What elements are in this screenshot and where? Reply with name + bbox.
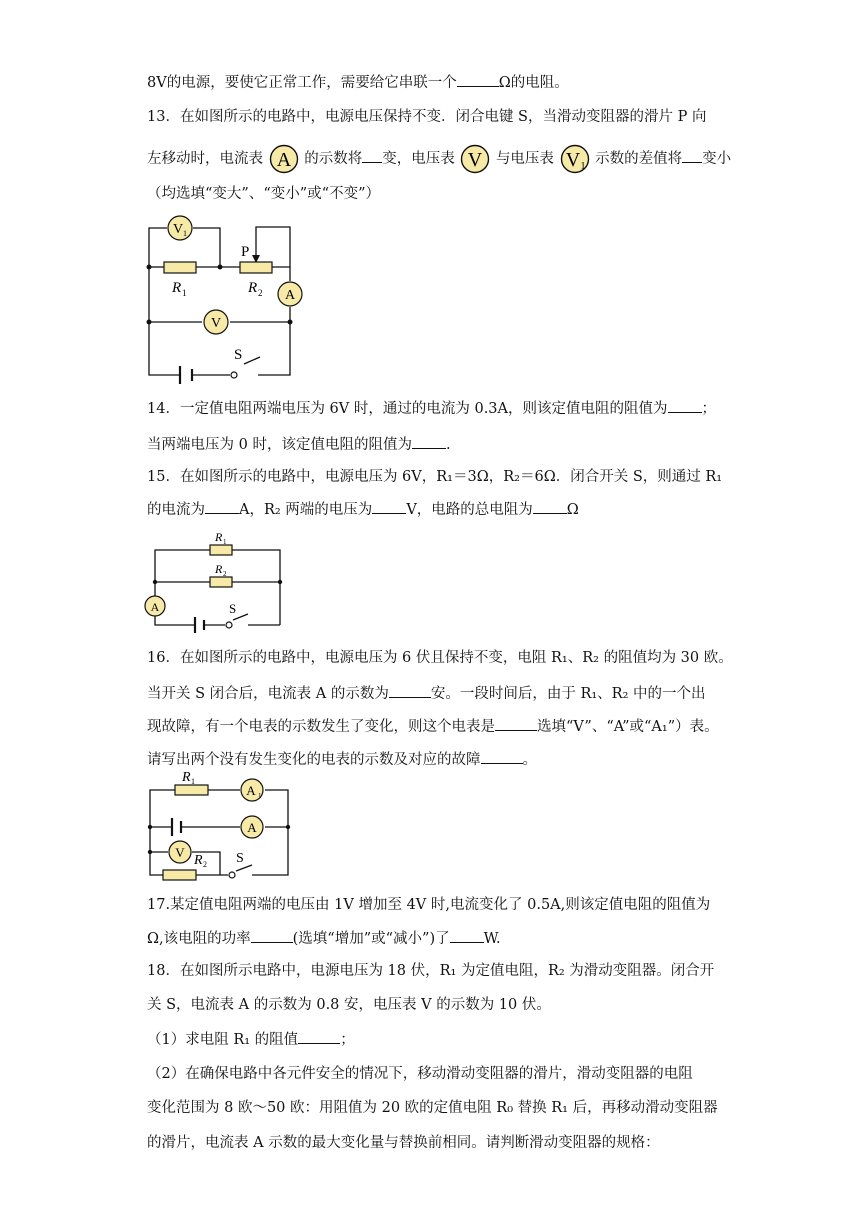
q18-line-4: （2）在确保电路中各元件安全的情况下，移动滑动变阻器的滑片，滑动变阻器的电阻	[147, 1066, 693, 1082]
q13-line-2	[147, 144, 731, 174]
q14-answer-blank-2[interactable]	[412, 434, 446, 449]
q14-text-2-end: .	[445, 437, 451, 453]
q16-text-e: 请写出两个没有发生变化的电表的示数及对应的故障	[147, 752, 481, 768]
voltmeter-v1-icon	[559, 144, 591, 174]
q17-line-1: 17.某定值电阻两端的电压由 1V 增加至 4V 时,电流变化了 0.5A,则该定值电阻的阻值为	[147, 897, 711, 913]
q13-text-a: 左移动时，电流表	[147, 151, 263, 167]
q15-answer-blank-1[interactable]	[205, 499, 239, 514]
voltmeter-v1-sub: 1	[580, 161, 586, 172]
svg-text:R: R	[215, 530, 223, 544]
q13-text-e: 示数的差值将	[595, 151, 683, 167]
q18-answer-blank-1[interactable]	[298, 1029, 340, 1044]
svg-text:2: 2	[203, 860, 207, 869]
q16-line-1: 16．在如图所示的电路中，电源电压为 6 伏且保持不变，电阻 R₁、R₂ 的阻值均为 30 欧。	[147, 650, 733, 666]
q17-text-c: W.	[483, 931, 501, 947]
svg-text:S: S	[229, 601, 237, 616]
q14-line-2	[147, 434, 451, 455]
q12-line	[147, 72, 569, 93]
resistor-r1	[210, 545, 232, 555]
q17-answer-blank-2[interactable]	[450, 928, 484, 943]
q16-answer-blank-3[interactable]	[481, 749, 523, 764]
q12-tail: Ω的电阻。	[498, 75, 569, 91]
q13-text-d: 与电压表	[495, 151, 554, 167]
q16-text-c: 现故障，有一个电表的示数发生了变化，则这个电表是	[147, 719, 495, 735]
svg-text:V: V	[172, 222, 184, 237]
resistor-r1	[175, 785, 208, 795]
svg-text:R: R	[248, 280, 258, 296]
q16-text-b: 安。一段时间后，由于 R₁、R₂ 中的一个出	[430, 686, 706, 702]
resistor-r2	[240, 262, 272, 273]
q18-line-2: 关 S，电流表 A 的示数为 0.8 安，电压表 V 的示数为 10 伏。	[147, 997, 551, 1013]
q14-text-1: 14．一定值电阻两端电压为 6V 时，通过的电流为 0.3A，则该定值电阻的阻值为	[147, 401, 668, 417]
q13-circuit-diagram	[140, 212, 305, 384]
q12-answer-blank[interactable]	[457, 72, 499, 87]
ammeter-icon	[268, 144, 300, 174]
q15-text-d: Ω	[566, 502, 579, 518]
q13-text-b: 的示数将	[304, 151, 363, 167]
svg-text:A: A	[284, 288, 296, 303]
q18-text-b: ；	[340, 1032, 355, 1048]
q16-text-a: 当开关 S 闭合后，电流表 A 的示数为	[147, 686, 389, 702]
q16-answer-blank-1[interactable]	[389, 683, 431, 698]
q15-text-b: A，R₂ 两端的电压为	[239, 502, 373, 518]
svg-text:1: 1	[183, 229, 187, 238]
resistor-r1	[164, 262, 196, 273]
svg-text:R: R	[182, 772, 191, 785]
svg-text:V: V	[175, 845, 185, 860]
svg-text:1: 1	[182, 288, 187, 298]
svg-text:2: 2	[223, 570, 227, 578]
resistor-r2	[163, 870, 196, 880]
svg-text:R: R	[215, 562, 223, 576]
q15-answer-blank-2[interactable]	[372, 499, 406, 514]
q15-line-2	[147, 499, 579, 520]
svg-text:S: S	[234, 347, 243, 363]
q18-line-1: 18．在如图所示电路中，电源电压为 18 伏，R₁ 为定值电阻，R₂ 为滑动变阻器。闭合开	[147, 963, 715, 979]
q18-line-6: 的滑片，电流表 A 示数的最大变化量与替换前相同。请判断滑动变阻器的规格：	[147, 1135, 660, 1151]
voltmeter-icon	[459, 144, 491, 174]
q13-answer-blank-2[interactable]	[682, 148, 702, 163]
q15-text-a: 的电流为	[147, 502, 205, 518]
q17-text-a: Ω,该电阻的功率	[147, 931, 251, 947]
svg-text:R: R	[194, 853, 203, 868]
voltmeter-label: V	[468, 149, 483, 171]
q16-line-2	[147, 683, 706, 704]
q13-line-3: （均选填“变大”、“变小”或“不变”）	[147, 186, 380, 202]
q16-line-4	[147, 749, 537, 770]
q13-line-1: 13．在如图所示的电路中，电源电压保持不变．闭合电键 S，当滑动变阻器的滑片 P 向	[147, 109, 707, 125]
q14-text-1-end: ；	[701, 401, 717, 417]
q16-circuit-diagram	[140, 772, 295, 887]
svg-text:1: 1	[191, 777, 195, 786]
q16-answer-blank-2[interactable]	[495, 716, 537, 731]
q13-text-f: 变小	[702, 151, 732, 167]
q14-text-2: 当两端电压为 0 时，该定值电阻的阻值为	[147, 437, 412, 453]
svg-text:V: V	[210, 316, 222, 331]
q16-text-d: 选填“V”、“A”或“A₁”）表。	[537, 719, 719, 735]
q17-text-b: (选填“增加”或“减小”)了	[292, 931, 450, 947]
q15-answer-blank-3[interactable]	[533, 499, 567, 514]
q15-line-1: 15．在如图所示的电路中，电源电压为 6V，R₁＝3Ω，R₂＝6Ω．闭合开关 S，则通过 R₁	[147, 469, 723, 485]
svg-text:S: S	[236, 851, 244, 866]
ammeter-label: A	[276, 149, 291, 171]
q12-text: 8V的电源，要使它正常工作，需要给它串联一个	[147, 75, 457, 91]
q18-line-5: 变化范围为 8 欧～50 欧：用阻值为 20 欧的定值电阻 R₀ 替换 R₁ 后，再移动滑动变阻器	[147, 1100, 718, 1116]
q18-line-3	[147, 1029, 355, 1050]
svg-text:1: 1	[258, 792, 262, 800]
q16-text-f: 。	[522, 752, 537, 768]
svg-text:A: A	[150, 600, 160, 614]
resistor-r2	[210, 577, 232, 587]
q14-answer-blank-1[interactable]	[668, 398, 702, 413]
q13-text-c: 变，电压表	[382, 151, 455, 167]
svg-text:1: 1	[223, 538, 227, 546]
svg-text:A: A	[247, 820, 257, 835]
svg-text:R: R	[172, 280, 182, 296]
q17-answer-blank-1[interactable]	[251, 928, 293, 943]
q15-text-c: V，电路的总电阻为	[406, 502, 533, 518]
q16-line-3	[147, 716, 719, 737]
svg-text:P: P	[241, 244, 250, 260]
svg-text:A: A	[246, 783, 256, 798]
svg-text:2: 2	[258, 288, 263, 298]
q15-circuit-diagram	[140, 528, 285, 638]
q14-line-1	[147, 398, 716, 419]
voltmeter-v1-label: V	[565, 149, 580, 171]
q18-text-a: （1）求电阻 R₁ 的阻值	[147, 1032, 299, 1048]
q17-line-2	[147, 928, 501, 949]
q13-answer-blank-1[interactable]	[362, 148, 382, 163]
